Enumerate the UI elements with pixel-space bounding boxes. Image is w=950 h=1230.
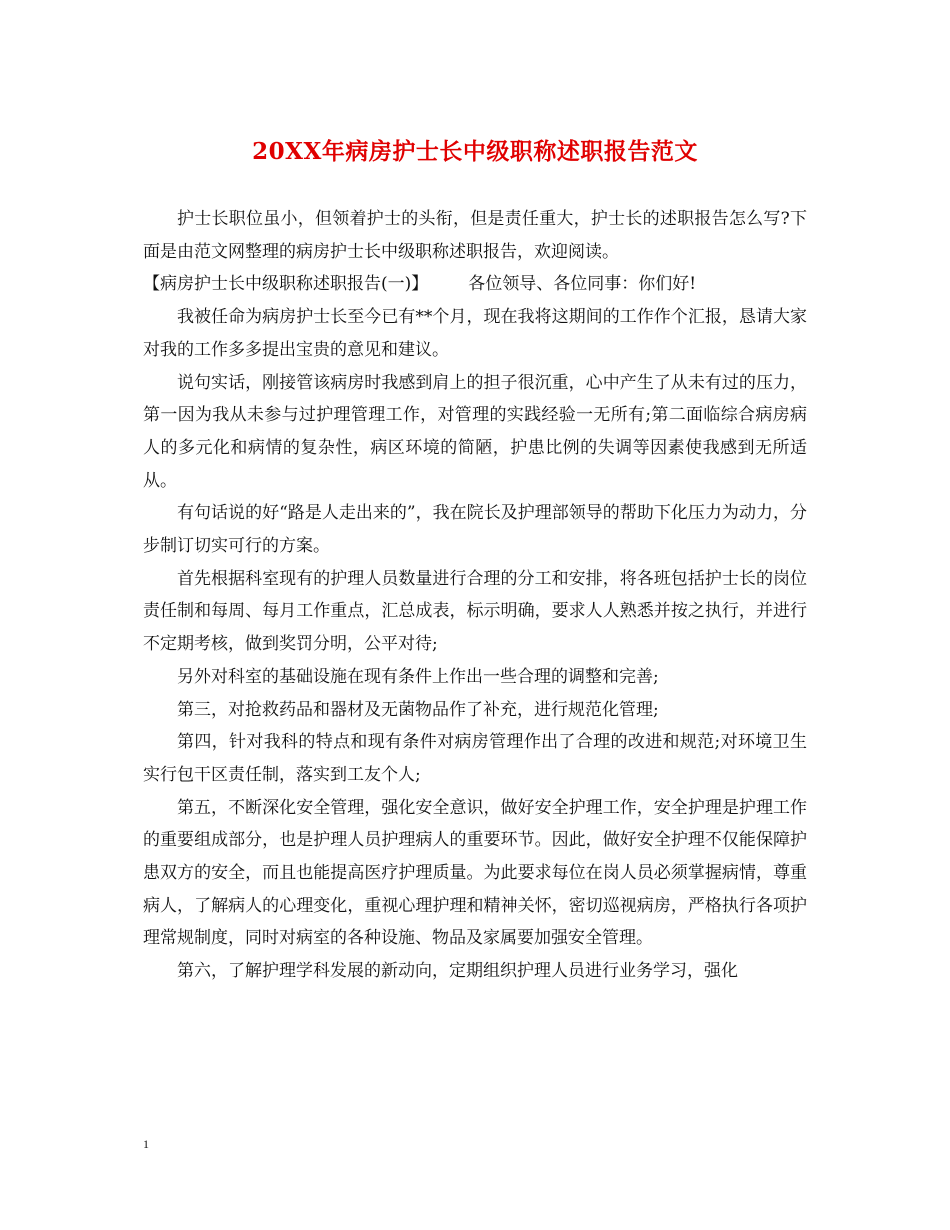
document-title: 20XX年病房护士长中级职称述职报告范文 [252,138,698,165]
section-heading: 【病房护士长中级职称述职报告(一)】 [143,274,429,295]
page-number: 1 [143,1137,149,1151]
body-paragraph: 第三，对抢救药品和器材及无菌物品作了补充，进行规范化管理; [177,699,659,720]
greeting: 各位领导、各位同事：你们好! [468,274,697,295]
section-heading-line [143,268,807,301]
body-paragraph: 首先根据科室现有的护理人员数量进行合理的分工和安排，将各班包括护士长的岗位责任制和每周、每月工作重点，汇总成表，标示明确，要求人人熟悉并按之执行，并进行不定期考核，做到奖罚分明，公平对待; [143,568,807,655]
body-paragraph: 有句话说的好“路是人走出来的”，我在院长及护理部领导的帮助下化压力为动力，分步制订切实可行的方案。 [143,503,807,557]
body-paragraph: 我被任命为病房护士长至今已有**个月，现在我将这期间的工作作个汇报，恳请大家对我的工作多多提出宝贵的意见和建议。 [143,307,807,360]
body-paragraph: 说句实话，刚接管该病房时我感到肩上的担子很沉重，心中产生了从未有过的压力，第一因为我从未参与过护理管理工作，对管理的实践经验一无所有;第二面临综合病房病人的多元化和病情的复杂性，病区环境的简陋，护患比例的失调等因素使我感到无所适从。 [143,372,807,491]
document-body [143,203,807,988]
body-paragraph: 第四，针对我科的特点和现有条件对病房管理作出了合理的改进和规范;对环境卫生实行包干区责任制，落实到工友个人; [143,732,807,785]
body-paragraph: 另外对科室的基础设施在现有条件上作出一些合理的调整和完善; [177,666,659,687]
body-paragraph: 第六，了解护理学科发展的新动向，定期组织护理人员进行业务学习，强化 [177,961,738,982]
body-paragraph: 第五，不断深化安全管理，强化安全意识，做好安全护理工作，安全护理是护理工作的重要组成部分，也是护理人员护理病人的重要环节。因此，做好安全护理不仅能保障护患双方的安全，而且也能提高医疗护理质量。为此要求每位在岗人员必须掌握病情，尊重病人，了解病人的心理变化，重视心理护理和精神关怀，密切巡视病房，严格执行各项护理常规制度，同时对病室的各种设施、物品及家属要加强安全管理。 [143,797,807,949]
intro-paragraph: 护士长职位虽小，但领着护士的头衔，但是责任重大，护士长的述职报告怎么写?下面是由范文网整理的病房护士长中级职称述职报告，欢迎阅读。 [143,209,807,262]
